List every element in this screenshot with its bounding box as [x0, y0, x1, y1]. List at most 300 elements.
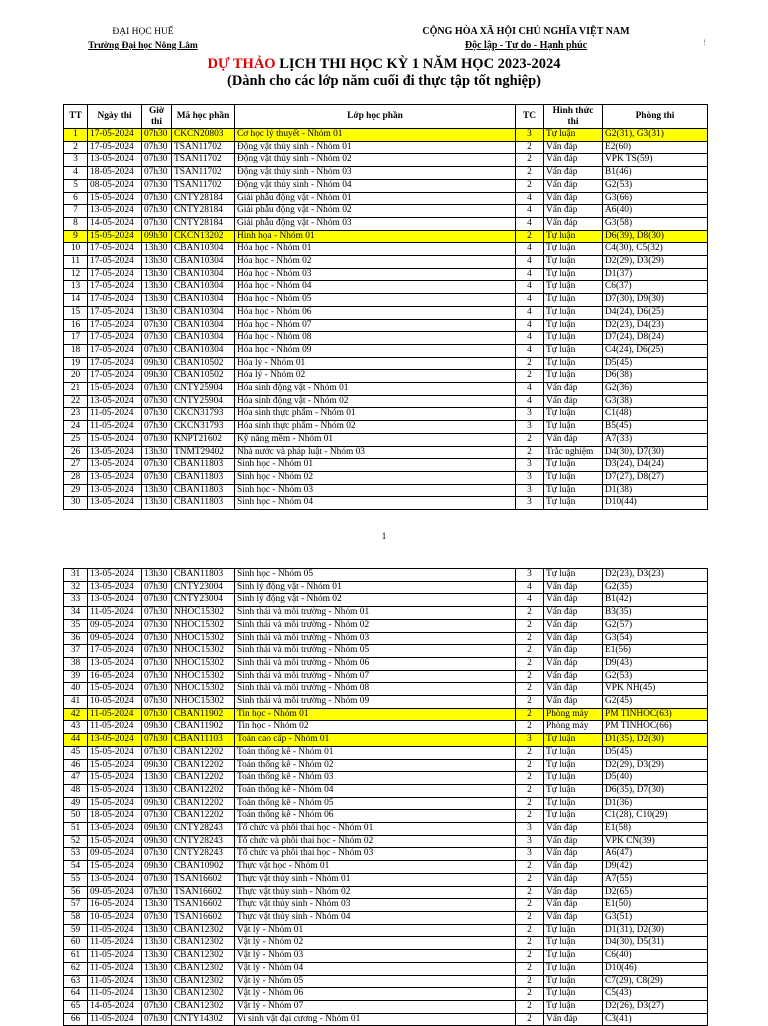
col-exam-time: 07h30 — [142, 607, 172, 620]
col-course-section: Toán thống kê - Nhóm 04 — [235, 784, 516, 797]
col-credits: 2 — [516, 975, 544, 988]
col-exam-date: 17-05-2024 — [88, 332, 142, 345]
table-row — [64, 670, 708, 683]
table-row — [64, 581, 708, 594]
col-course-code: CBAN10902 — [172, 861, 235, 874]
col-tt: 50 — [64, 810, 88, 823]
col-tt: 63 — [64, 975, 88, 988]
col-exam-date: 11-05-2024 — [88, 607, 142, 620]
col-course-section: Sinh lý động vật - Nhóm 01 — [235, 581, 516, 594]
col-exam-room: B1(46) — [603, 167, 708, 180]
col-credits: 4 — [516, 217, 544, 230]
table-header-row — [64, 105, 708, 129]
col-tt: 41 — [64, 696, 88, 709]
col-exam-room: E1(50) — [603, 899, 708, 912]
col-exam-date: 10-05-2024 — [88, 696, 142, 709]
col-exam-time: 07h30 — [142, 421, 172, 434]
col-exam-time: 07h30 — [142, 1013, 172, 1026]
col-exam-format: Vấn đáp — [544, 886, 603, 899]
col-tt: 7 — [64, 205, 88, 218]
col-exam-format: Vấn đáp — [544, 848, 603, 861]
exam-schedule-table-page-2 — [63, 568, 708, 1026]
col-credits: 2 — [516, 861, 544, 874]
col-credits: 2 — [516, 797, 544, 810]
col-exam-time: 13h30 — [142, 446, 172, 459]
col-exam-time: 07h30 — [142, 383, 172, 396]
col-course-section: Giải phẫu động vật - Nhóm 03 — [235, 217, 516, 230]
col-credits: 2 — [516, 657, 544, 670]
col-course-section: Thực vật học - Nhóm 01 — [235, 861, 516, 874]
col-exam-room: D2(29), D3(29) — [603, 759, 708, 772]
col-credits: 4 — [516, 256, 544, 269]
col-exam-time: 07h30 — [142, 141, 172, 154]
col-course-section: Toán thống kê - Nhóm 02 — [235, 759, 516, 772]
col-exam-room: D7(24), D8(24) — [603, 332, 708, 345]
col-course-section: Toán thống kê - Nhóm 01 — [235, 746, 516, 759]
col-exam-time: 07h30 — [142, 408, 172, 421]
col-exam-time: 07h30 — [142, 683, 172, 696]
header-col-course-code: Mã học phần — [172, 105, 235, 129]
header-col-course-section: Lớp học phần — [235, 105, 516, 129]
table-row — [64, 230, 708, 243]
col-exam-room: D4(24), D6(25) — [603, 306, 708, 319]
table-body — [64, 569, 708, 1026]
col-course-code: CBAN10304 — [172, 332, 235, 345]
col-credits: 4 — [516, 205, 544, 218]
col-exam-room: C7(29), C8(29) — [603, 975, 708, 988]
col-course-code: NHOC15302 — [172, 670, 235, 683]
col-course-code: CBAN12302 — [172, 937, 235, 950]
col-credits: 2 — [516, 154, 544, 167]
col-exam-date: 16-05-2024 — [88, 899, 142, 912]
table-row — [64, 759, 708, 772]
col-exam-room: G2(53) — [603, 670, 708, 683]
table-row — [64, 167, 708, 180]
col-exam-room: D9(43) — [603, 657, 708, 670]
col-exam-time: 07h30 — [142, 129, 172, 142]
col-course-section: Tổ chức và phôi thai học - Nhóm 03 — [235, 848, 516, 861]
col-course-section: Giải phẫu động vật - Nhóm 02 — [235, 205, 516, 218]
col-exam-date: 13-05-2024 — [88, 734, 142, 747]
table-row — [64, 294, 708, 307]
col-course-code: TSAN11702 — [172, 154, 235, 167]
col-exam-time: 07h30 — [142, 167, 172, 180]
col-exam-date: 18-05-2024 — [88, 810, 142, 823]
col-exam-format: Vấn đáp — [544, 205, 603, 218]
col-course-code: CBAN11902 — [172, 708, 235, 721]
col-credits: 2 — [516, 810, 544, 823]
col-exam-date: 13-05-2024 — [88, 594, 142, 607]
table-row — [64, 484, 708, 497]
col-exam-time: 13h30 — [142, 243, 172, 256]
col-exam-date: 15-05-2024 — [88, 835, 142, 848]
col-course-section: Vật lý - Nhóm 04 — [235, 962, 516, 975]
col-exam-date: 17-05-2024 — [88, 370, 142, 383]
col-exam-room: PM TINHOC(66) — [603, 721, 708, 734]
col-exam-room: G3(58) — [603, 217, 708, 230]
table-row — [64, 962, 708, 975]
col-credits: 2 — [516, 179, 544, 192]
col-course-code: CBAN11902 — [172, 721, 235, 734]
col-exam-time: 07h30 — [142, 708, 172, 721]
col-exam-time: 07h30 — [142, 179, 172, 192]
col-credits: 2 — [516, 141, 544, 154]
col-exam-format: Vấn đáp — [544, 632, 603, 645]
col-course-section: Hóa học - Nhóm 05 — [235, 294, 516, 307]
col-exam-time: 13h30 — [142, 281, 172, 294]
col-exam-format: Vấn đáp — [544, 217, 603, 230]
col-tt: 36 — [64, 632, 88, 645]
col-exam-room: D9(42) — [603, 861, 708, 874]
col-exam-time: 13h30 — [142, 268, 172, 281]
col-exam-format: Vấn đáp — [544, 645, 603, 658]
col-credits: 4 — [516, 344, 544, 357]
table-row — [64, 696, 708, 709]
col-course-section: Thực vật thủy sinh - Nhóm 03 — [235, 899, 516, 912]
col-exam-format: Vấn đáp — [544, 395, 603, 408]
col-tt: 24 — [64, 421, 88, 434]
col-course-section: Sinh học - Nhóm 04 — [235, 497, 516, 510]
table-row — [64, 217, 708, 230]
col-course-section: Sinh thái và môi trường - Nhóm 06 — [235, 657, 516, 670]
col-tt: 52 — [64, 835, 88, 848]
header-col-exam-format: Hình thức thi — [544, 105, 603, 129]
col-course-section: Giải phẫu động vật - Nhóm 01 — [235, 192, 516, 205]
col-exam-time: 13h30 — [142, 962, 172, 975]
col-course-code: CNTY23004 — [172, 581, 235, 594]
col-exam-room: D2(26), D3(27) — [603, 1000, 708, 1013]
col-tt: 27 — [64, 459, 88, 472]
col-exam-time: 13h30 — [142, 988, 172, 1001]
col-course-section: Hóa học - Nhóm 08 — [235, 332, 516, 345]
col-credits: 2 — [516, 708, 544, 721]
col-course-code: NHOC15302 — [172, 657, 235, 670]
col-course-code: CBAN12202 — [172, 772, 235, 785]
country-name: CỘNG HÒA XÃ HỘI CHỦ NGHĨA VIỆT NAM — [422, 26, 630, 37]
col-credits: 2 — [516, 950, 544, 963]
table-row — [64, 281, 708, 294]
table-row — [64, 129, 708, 142]
table-row — [64, 911, 708, 924]
col-exam-format: Tự luận — [544, 370, 603, 383]
col-course-section: Vật lý - Nhóm 05 — [235, 975, 516, 988]
col-exam-date: 11-05-2024 — [88, 975, 142, 988]
col-exam-time: 07h30 — [142, 696, 172, 709]
col-exam-date: 13-05-2024 — [88, 446, 142, 459]
col-course-code: CNTY14302 — [172, 1013, 235, 1026]
col-exam-time: 13h30 — [142, 569, 172, 582]
col-course-section: Vi sinh vật đại cương - Nhóm 01 — [235, 1013, 516, 1026]
col-exam-date: 14-05-2024 — [88, 217, 142, 230]
col-exam-room: D7(27), D8(27) — [603, 471, 708, 484]
col-credits: 3 — [516, 848, 544, 861]
col-exam-room: D10(46) — [603, 962, 708, 975]
col-tt: 58 — [64, 911, 88, 924]
col-credits: 4 — [516, 268, 544, 281]
col-tt: 34 — [64, 607, 88, 620]
table-row — [64, 192, 708, 205]
col-exam-format: Vấn đáp — [544, 433, 603, 446]
col-credits: 4 — [516, 319, 544, 332]
col-exam-room: D1(38) — [603, 484, 708, 497]
col-exam-date: 10-05-2024 — [88, 911, 142, 924]
col-credits: 2 — [516, 433, 544, 446]
header-col-exam-date: Ngày thi — [88, 105, 142, 129]
col-credits: 2 — [516, 446, 544, 459]
col-course-code: CNTY23004 — [172, 594, 235, 607]
margin-mark: ! — [703, 38, 706, 47]
col-exam-room: C6(37) — [603, 281, 708, 294]
col-exam-format: Vấn đáp — [544, 594, 603, 607]
col-credits: 3 — [516, 734, 544, 747]
col-course-section: Hóa lý - Nhóm 01 — [235, 357, 516, 370]
col-tt: 17 — [64, 332, 88, 345]
col-exam-format: Vấn đáp — [544, 619, 603, 632]
col-course-section: Hóa sinh động vật - Nhóm 02 — [235, 395, 516, 408]
col-course-code: CNTY28243 — [172, 823, 235, 836]
col-credits: 2 — [516, 683, 544, 696]
col-exam-format: Tự luận — [544, 344, 603, 357]
col-exam-room: D6(39), D8(30) — [603, 230, 708, 243]
col-course-section: Vật lý - Nhóm 02 — [235, 937, 516, 950]
table-row — [64, 746, 708, 759]
national-motto: Độc lập - Tự do - Hạnh phúc — [464, 40, 588, 51]
col-tt: 32 — [64, 581, 88, 594]
col-tt: 23 — [64, 408, 88, 421]
col-exam-room: D2(29), D3(29) — [603, 256, 708, 269]
col-credits: 2 — [516, 937, 544, 950]
col-exam-format: Tự luận — [544, 294, 603, 307]
col-credits: 3 — [516, 497, 544, 510]
col-exam-time: 07h30 — [142, 205, 172, 218]
col-exam-date: 17-05-2024 — [88, 645, 142, 658]
table-row — [64, 886, 708, 899]
col-exam-room: E1(58) — [603, 823, 708, 836]
col-exam-time: 07h30 — [142, 154, 172, 167]
col-exam-date: 11-05-2024 — [88, 988, 142, 1001]
col-course-section: Hóa sinh thực phẩm - Nhóm 01 — [235, 408, 516, 421]
school-name: Trường Đại học Nông Lâm — [88, 41, 198, 51]
col-exam-room: D2(65) — [603, 886, 708, 899]
col-course-code: CNTY28243 — [172, 848, 235, 861]
col-exam-format: Tự luận — [544, 281, 603, 294]
col-exam-room: C6(40) — [603, 950, 708, 963]
table-row — [64, 645, 708, 658]
col-exam-time: 09h30 — [142, 823, 172, 836]
col-credits: 2 — [516, 886, 544, 899]
col-course-section: Hóa học - Nhóm 02 — [235, 256, 516, 269]
col-exam-room: D1(31), D2(30) — [603, 924, 708, 937]
col-exam-room: G2(31), G3(31) — [603, 129, 708, 142]
col-tt: 62 — [64, 962, 88, 975]
issuer-header — [78, 25, 208, 53]
col-course-section: Thực vật thủy sinh - Nhóm 04 — [235, 911, 516, 924]
col-tt: 20 — [64, 370, 88, 383]
col-course-code: NHOC15302 — [172, 619, 235, 632]
col-exam-date: 15-05-2024 — [88, 230, 142, 243]
col-course-section: Thực vật thủy sinh - Nhóm 02 — [235, 886, 516, 899]
title-text: LỊCH THI HỌC KỲ 1 NĂM HỌC 2023-2024 — [275, 56, 561, 72]
col-tt: 56 — [64, 886, 88, 899]
col-exam-format: Tự luận — [544, 268, 603, 281]
col-course-section: Hóa sinh thực phẩm - Nhóm 02 — [235, 421, 516, 434]
table-row — [64, 243, 708, 256]
col-course-section: Động vật thủy sinh - Nhóm 02 — [235, 154, 516, 167]
col-exam-room: D5(45) — [603, 357, 708, 370]
col-course-code: CBAN12202 — [172, 759, 235, 772]
col-exam-format: Tự luận — [544, 937, 603, 950]
col-tt: 54 — [64, 861, 88, 874]
col-tt: 48 — [64, 784, 88, 797]
col-exam-time: 09h30 — [142, 861, 172, 874]
col-course-section: Sinh thái và môi trường - Nhóm 02 — [235, 619, 516, 632]
col-exam-format: Vấn đáp — [544, 167, 603, 180]
col-course-section: Hóa học - Nhóm 06 — [235, 306, 516, 319]
col-exam-time: 13h30 — [142, 950, 172, 963]
col-exam-room: A6(47) — [603, 848, 708, 861]
col-exam-time: 07h30 — [142, 319, 172, 332]
col-tt: 30 — [64, 497, 88, 510]
table-row — [64, 899, 708, 912]
col-exam-format: Tự luận — [544, 924, 603, 937]
table-row — [64, 446, 708, 459]
col-exam-format: Vấn đáp — [544, 581, 603, 594]
col-exam-date: 11-05-2024 — [88, 421, 142, 434]
col-exam-time: 09h30 — [142, 357, 172, 370]
col-exam-format: Vấn đáp — [544, 899, 603, 912]
col-exam-time: 07h30 — [142, 344, 172, 357]
table-row — [64, 569, 708, 582]
col-exam-format: Phòng máy — [544, 721, 603, 734]
col-tt: 66 — [64, 1013, 88, 1026]
col-exam-date: 15-05-2024 — [88, 683, 142, 696]
col-exam-date: 17-05-2024 — [88, 268, 142, 281]
col-exam-format: Tự luận — [544, 759, 603, 772]
col-course-code: CKCN31793 — [172, 408, 235, 421]
table-row — [64, 433, 708, 446]
table-row — [64, 408, 708, 421]
col-course-code: CBAN11803 — [172, 484, 235, 497]
col-credits: 2 — [516, 645, 544, 658]
col-credits: 2 — [516, 721, 544, 734]
col-exam-room: D4(30), D5(31) — [603, 937, 708, 950]
col-tt: 16 — [64, 319, 88, 332]
col-course-section: Sinh học - Nhóm 03 — [235, 484, 516, 497]
col-exam-room: G3(66) — [603, 192, 708, 205]
table-row — [64, 319, 708, 332]
col-course-code: CBAN10304 — [172, 319, 235, 332]
col-exam-date: 11-05-2024 — [88, 962, 142, 975]
col-tt: 25 — [64, 433, 88, 446]
col-exam-time: 07h30 — [142, 873, 172, 886]
table-row — [64, 950, 708, 963]
col-exam-date: 17-05-2024 — [88, 141, 142, 154]
table-row — [64, 797, 708, 810]
table-row — [64, 459, 708, 472]
col-exam-time: 13h30 — [142, 772, 172, 785]
table-row — [64, 497, 708, 510]
col-course-code: CBAN12202 — [172, 784, 235, 797]
col-credits: 2 — [516, 167, 544, 180]
col-course-code: NHOC15302 — [172, 632, 235, 645]
table-row — [64, 179, 708, 192]
table-row — [64, 988, 708, 1001]
col-course-section: Sinh thái và môi trường - Nhóm 09 — [235, 696, 516, 709]
col-exam-time: 07h30 — [142, 657, 172, 670]
col-exam-date: 15-05-2024 — [88, 433, 142, 446]
col-exam-date: 15-05-2024 — [88, 383, 142, 396]
col-exam-format: Tự luận — [544, 129, 603, 142]
col-tt: 45 — [64, 746, 88, 759]
col-exam-date: 11-05-2024 — [88, 408, 142, 421]
col-course-code: CBAN10304 — [172, 344, 235, 357]
col-tt: 46 — [64, 759, 88, 772]
col-credits: 4 — [516, 281, 544, 294]
col-exam-date: 11-05-2024 — [88, 721, 142, 734]
col-exam-room: C4(30), C5(32) — [603, 243, 708, 256]
col-course-code: CKCN20803 — [172, 129, 235, 142]
col-credits: 2 — [516, 670, 544, 683]
col-exam-time: 07h30 — [142, 734, 172, 747]
col-tt: 39 — [64, 670, 88, 683]
table-row — [64, 471, 708, 484]
col-course-section: Động vật thủy sinh - Nhóm 04 — [235, 179, 516, 192]
col-exam-format: Vấn đáp — [544, 657, 603, 670]
col-credits: 2 — [516, 619, 544, 632]
col-tt: 31 — [64, 569, 88, 582]
col-course-section: Tổ chức và phôi thai học - Nhóm 01 — [235, 823, 516, 836]
col-exam-room: G2(53) — [603, 179, 708, 192]
col-course-code: TSAN11702 — [172, 167, 235, 180]
col-tt: 28 — [64, 471, 88, 484]
col-exam-date: 15-05-2024 — [88, 861, 142, 874]
col-exam-date: 11-05-2024 — [88, 950, 142, 963]
col-course-section: Toán cao cấp - Nhóm 01 — [235, 734, 516, 747]
col-exam-format: Vấn đáp — [544, 607, 603, 620]
col-credits: 3 — [516, 408, 544, 421]
col-exam-time: 07h30 — [142, 670, 172, 683]
col-course-section: Hóa học - Nhóm 07 — [235, 319, 516, 332]
col-course-section: Sinh lý động vật - Nhóm 02 — [235, 594, 516, 607]
col-course-section: Vật lý - Nhóm 06 — [235, 988, 516, 1001]
col-credits: 2 — [516, 607, 544, 620]
header-col-exam-time: Giờ thi — [142, 105, 172, 129]
col-course-code: CNTY25904 — [172, 395, 235, 408]
col-exam-room: G3(38) — [603, 395, 708, 408]
table-row — [64, 395, 708, 408]
col-exam-format: Tự luận — [544, 357, 603, 370]
col-course-section: Động vật thủy sinh - Nhóm 01 — [235, 141, 516, 154]
col-tt: 11 — [64, 256, 88, 269]
table-row — [64, 835, 708, 848]
col-tt: 59 — [64, 924, 88, 937]
col-credits: 2 — [516, 988, 544, 1001]
col-exam-format: Tự luận — [544, 772, 603, 785]
col-exam-time: 09h30 — [142, 230, 172, 243]
col-course-code: CBAN12202 — [172, 746, 235, 759]
col-exam-date: 11-05-2024 — [88, 1013, 142, 1026]
col-credits: 3 — [516, 459, 544, 472]
col-exam-date: 13-05-2024 — [88, 205, 142, 218]
col-exam-format: Vấn đáp — [544, 154, 603, 167]
col-course-code: CBAN11803 — [172, 497, 235, 510]
col-exam-room: D1(36) — [603, 797, 708, 810]
table-row — [64, 154, 708, 167]
col-course-code: TSAN16602 — [172, 899, 235, 912]
col-tt: 35 — [64, 619, 88, 632]
col-course-code: TSAN11702 — [172, 179, 235, 192]
col-course-code: CKCN31793 — [172, 421, 235, 434]
